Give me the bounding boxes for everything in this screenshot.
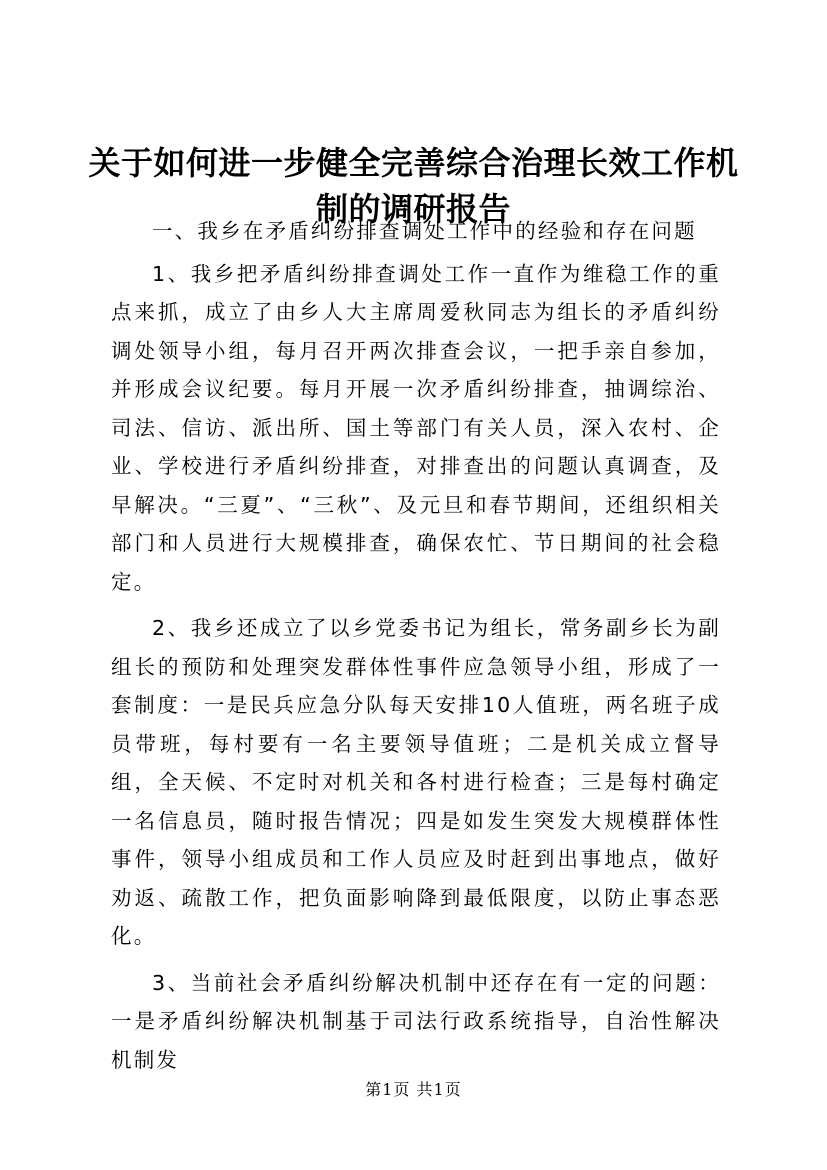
paragraph-2: 2、我乡还成立了以乡党委书记为组长，常务副乡长为副组长的预防和处理突发群体性事件应急领导小组，形成了一套制度：一是民兵应急分队每天安排10人值班，两名班子成员带班，每村要有一名主要领导值班；二是机关成立督导组，全天候、不定时对机关和各村进行检查；三是每村确定一名信息员，随时报告情况；四是如发生突发大规模群体性事件，领导小组成员和工作人员应及时赶到出事地点，做好劝返、疏散工作，把负面影响降到最低限度，以防止事态恶化。: [111, 616, 721, 948]
document-body: [111, 212, 721, 1079]
paragraph-3: 3、当前社会矛盾纠纷解决机制中还存在有一定的问题：一是矛盾纠纷解决机制基于司法行政系统指导，自治性解决机制发: [111, 970, 721, 1072]
document-title: 关于如何进一步健全完善综合治理长效工作机制的调研报告: [88, 144, 739, 228]
section-heading: 一、我乡在矛盾纠纷排查调处工作中的经验和存在问题: [152, 219, 697, 243]
paragraph-1: 1、我乡把矛盾纠纷排查调处工作一直作为维稳工作的重点来抓，成立了由乡人大主席周爱秋同志为组长的矛盾纠纷调处领导小组，每月召开两次排查会议，一把手亲自参加，并形成会议纪要。每月开展一次矛盾纠纷排查，抽调综治、司法、信访、派出所、国土等部门有关人员，深入农村、企业、学校进行矛盾纠纷排查，对排查出的问题认真调查，及早解决。“三夏”、“三秋”、及元旦和春节期间，还组织相关部门和人员进行大规模排查，确保农忙、节日期间的社会稳定。: [111, 261, 721, 594]
page-footer: 第1页 共1页: [365, 1080, 462, 1099]
